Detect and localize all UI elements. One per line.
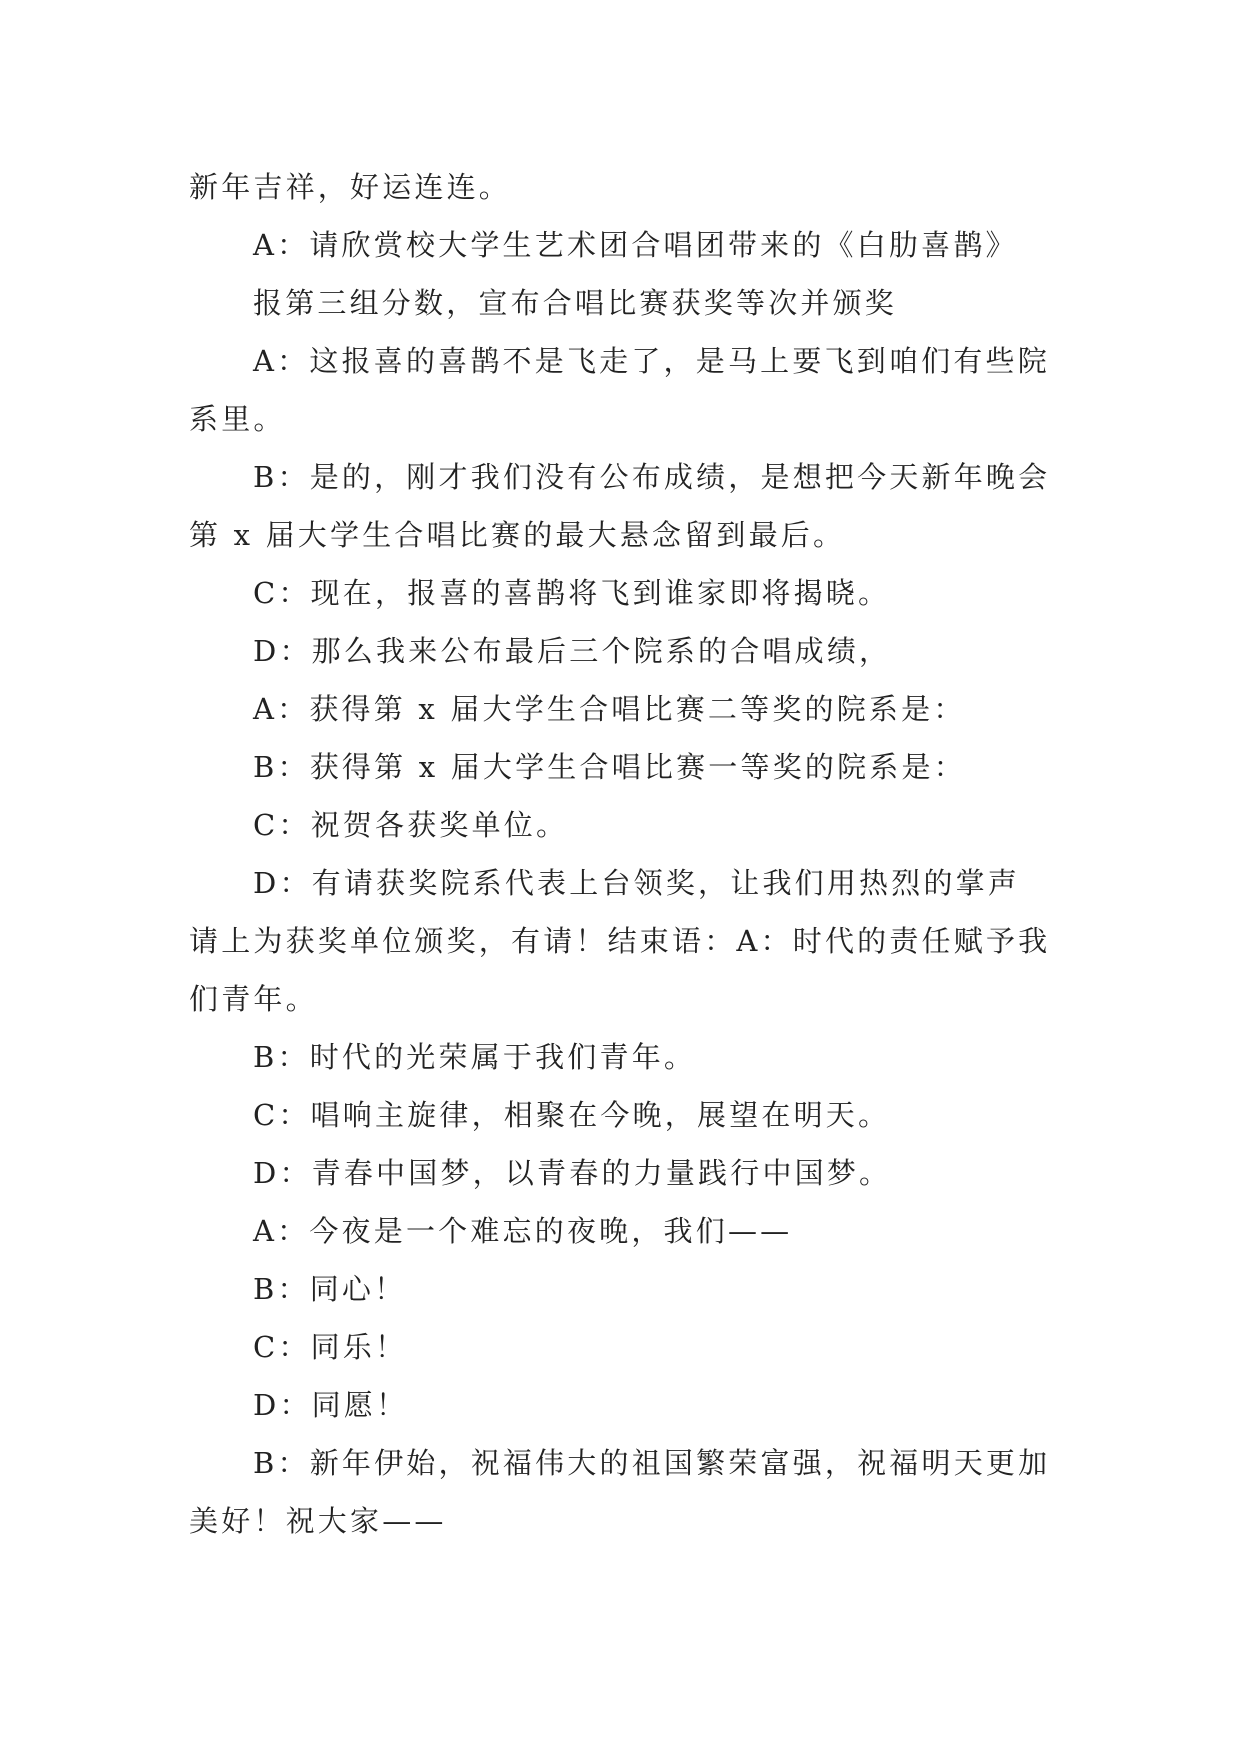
paragraph-14: D：青春中国梦，以青春的力量践行中国梦。 — [253, 1156, 892, 1190]
document-body — [189, 158, 1051, 1550]
paragraph-9: B：获得第 x 届大学生合唱比赛一等奖的院系是： — [253, 750, 966, 784]
paragraph-1: 新年吉祥，好运连连。 — [189, 170, 512, 204]
paragraph-5: B：是的，刚才我们没有公布成绩，是想把今天新年晚会第 x 届大学生合唱比赛的最大悬念留到最后。 — [189, 460, 1051, 552]
paragraph-12: B：时代的光荣属于我们青年。 — [253, 1040, 697, 1074]
paragraph-2: A：请欣赏校大学生艺术团合唱团带来的《白肋喜鹊》 — [253, 228, 1018, 262]
paragraph-4: A：这报喜的喜鹊不是飞走了，是马上要飞到咱们有些院系里。 — [189, 344, 1050, 436]
paragraph-8: A：获得第 x 届大学生合唱比赛二等奖的院系是： — [253, 692, 966, 726]
paragraph-6: C：现在，报喜的喜鹊将飞到谁家即将揭晓。 — [253, 576, 891, 610]
paragraph-7: D：那么我来公布最后三个院系的合唱成绩， — [253, 634, 892, 668]
paragraph-11: D：有请获奖院系代表上台领奖，让我们用热烈的掌声请上为获奖单位颁奖，有请！结束语：A：时代的责任赋予我们青年。 — [189, 866, 1051, 1016]
paragraph-17: C：同乐！ — [253, 1330, 408, 1364]
paragraph-13: C：唱响主旋律，相聚在今晚，展望在明天。 — [253, 1098, 891, 1132]
paragraph-19: B：新年伊始，祝福伟大的祖国繁荣富强，祝福明天更加美好！祝大家—— — [189, 1446, 1051, 1538]
paragraph-16: B：同心！ — [253, 1272, 407, 1306]
paragraph-18: D：同愿！ — [253, 1388, 409, 1422]
paragraph-10: C：祝贺各获奖单位。 — [253, 808, 569, 842]
paragraph-3: 报第三组分数，宣布合唱比赛获奖等次并颁奖 — [253, 286, 898, 320]
paragraph-15: A：今夜是一个难忘的夜晚，我们—— — [253, 1214, 793, 1248]
